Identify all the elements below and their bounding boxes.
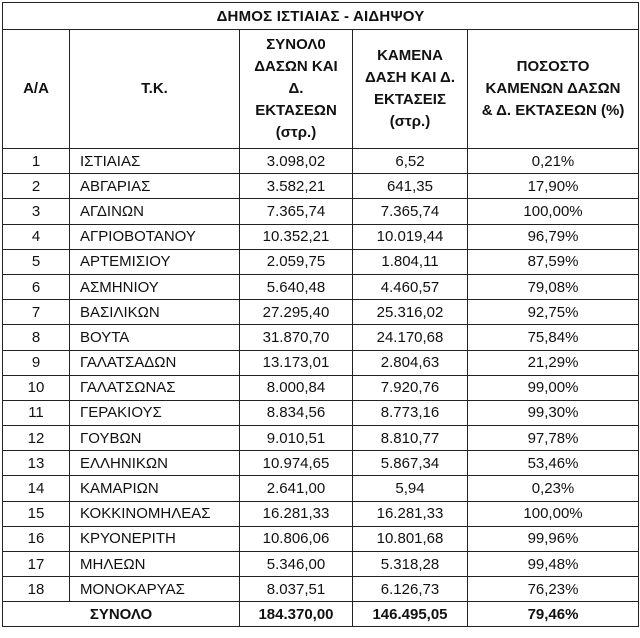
- cell-aa: 7: [3, 300, 70, 325]
- table-row: [3, 552, 639, 577]
- cell-tk: ΜΗΛΕΩΝ: [70, 552, 240, 577]
- cell-burned: 7.365,74: [353, 199, 468, 224]
- table-row: [3, 249, 639, 274]
- cell-percent: 99,96%: [468, 526, 639, 551]
- cell-percent: 17,90%: [468, 174, 639, 199]
- cell-total: 2.059,75: [240, 249, 353, 274]
- cell-percent: 76,23%: [468, 577, 639, 602]
- cell-total: 8.037,51: [240, 577, 353, 602]
- cell-burned: 5.318,28: [353, 552, 468, 577]
- cell-tk: ΓΑΛΑΤΣΩΝΑΣ: [70, 375, 240, 400]
- cell-total: 16.281,33: [240, 501, 353, 526]
- table-row: [3, 325, 639, 350]
- cell-aa: 6: [3, 274, 70, 299]
- total-label: ΣΥΝΟΛΟ: [3, 602, 240, 627]
- cell-percent: 79,08%: [468, 274, 639, 299]
- cell-percent: 100,00%: [468, 501, 639, 526]
- cell-aa: 9: [3, 350, 70, 375]
- cell-aa: 1: [3, 149, 70, 174]
- total-row: [3, 602, 639, 627]
- header-burned-line: (στρ.): [389, 113, 431, 130]
- cell-burned: 8.810,77: [353, 426, 468, 451]
- header-total-line: (στρ.): [275, 124, 317, 141]
- cell-burned: 5,94: [353, 476, 468, 501]
- cell-burned: 5.867,34: [353, 451, 468, 476]
- table-body: [3, 149, 639, 627]
- cell-burned: 2.804,63: [353, 350, 468, 375]
- table-row: [3, 400, 639, 425]
- header-aa: Α/Α: [3, 30, 70, 149]
- cell-burned: 4.460,57: [353, 274, 468, 299]
- cell-aa: 12: [3, 426, 70, 451]
- cell-burned: 1.804,11: [353, 249, 468, 274]
- cell-total: 27.295,40: [240, 300, 353, 325]
- cell-percent: 53,46%: [468, 451, 639, 476]
- header-burned-line: ΔΑΣΗ ΚΑΙ Δ.: [364, 69, 455, 86]
- cell-aa: 5: [3, 249, 70, 274]
- cell-tk: ΓΑΛΑΤΣΑΔΩΝ: [70, 350, 240, 375]
- cell-percent: 96,79%: [468, 224, 639, 249]
- total-burned-value: 146.495,05: [353, 602, 468, 627]
- cell-tk: ΒΟΥΤΑ: [70, 325, 240, 350]
- cell-tk: ΑΓΡΙΟΒΟΤΑΝΟΥ: [70, 224, 240, 249]
- cell-percent: 0,23%: [468, 476, 639, 501]
- cell-burned: 16.281,33: [353, 501, 468, 526]
- cell-burned: 10.801,68: [353, 526, 468, 551]
- cell-total: 10.974,65: [240, 451, 353, 476]
- cell-aa: 13: [3, 451, 70, 476]
- cell-tk: ΑΣΜΗΝΙΟΥ: [70, 274, 240, 299]
- cell-percent: 87,59%: [468, 249, 639, 274]
- header-row: [3, 30, 639, 149]
- cell-total: 3.098,02: [240, 149, 353, 174]
- cell-percent: 100,00%: [468, 199, 639, 224]
- cell-aa: 2: [3, 174, 70, 199]
- cell-aa: 16: [3, 526, 70, 551]
- cell-tk: ΓΕΡΑΚΙΟΥΣ: [70, 400, 240, 425]
- cell-burned: 641,35: [353, 174, 468, 199]
- cell-tk: ΜΟΝΟΚΑΡΥΑΣ: [70, 577, 240, 602]
- cell-tk: ΒΑΣΙΛΙΚΩΝ: [70, 300, 240, 325]
- cell-burned: 7.920,76: [353, 375, 468, 400]
- cell-total: 31.870,70: [240, 325, 353, 350]
- cell-tk: ΓΟΥΒΩΝ: [70, 426, 240, 451]
- header-percent-line: ΚΑΜΕΝΩΝ ΔΑΣΩΝ: [485, 80, 621, 97]
- cell-percent: 92,75%: [468, 300, 639, 325]
- cell-aa: 14: [3, 476, 70, 501]
- table-row: [3, 300, 639, 325]
- total-area-value: 184.370,00: [240, 602, 353, 627]
- cell-burned: 24.170,68: [353, 325, 468, 350]
- table-row: [3, 375, 639, 400]
- cell-tk: ΕΛΛΗΝΙΚΩΝ: [70, 451, 240, 476]
- cell-percent: 0,21%: [468, 149, 639, 174]
- cell-total: 10.806,06: [240, 526, 353, 551]
- cell-aa: 3: [3, 199, 70, 224]
- table-row: [3, 199, 639, 224]
- table-row: [3, 174, 639, 199]
- cell-aa: 11: [3, 400, 70, 425]
- header-burned-line: ΕΚΤΑΣΕΙΣ: [374, 91, 446, 108]
- cell-burned: 10.019,44: [353, 224, 468, 249]
- cell-total: 2.641,00: [240, 476, 353, 501]
- table-row: [3, 501, 639, 526]
- cell-burned: 6.126,73: [353, 577, 468, 602]
- cell-burned: 6,52: [353, 149, 468, 174]
- table-row: [3, 577, 639, 602]
- cell-percent: 97,78%: [468, 426, 639, 451]
- table-row: [3, 350, 639, 375]
- cell-tk: ΙΣΤΙΑΙΑΣ: [70, 149, 240, 174]
- cell-percent: 99,30%: [468, 400, 639, 425]
- cell-total: 3.582,21: [240, 174, 353, 199]
- document-page: [2, 2, 638, 627]
- cell-burned: 25.316,02: [353, 300, 468, 325]
- header-total-line: ΣΥΝΟΛ0: [266, 36, 326, 53]
- header-percent: [468, 30, 639, 149]
- header-total-line: ΔΑΣΩΝ ΚΑΙ: [254, 58, 338, 75]
- cell-total: 13.173,01: [240, 350, 353, 375]
- cell-aa: 18: [3, 577, 70, 602]
- total-percent-value: 79,46%: [468, 602, 639, 627]
- table-row: [3, 476, 639, 501]
- header-burned-area: [353, 30, 468, 149]
- cell-percent: 75,84%: [468, 325, 639, 350]
- table-row: [3, 274, 639, 299]
- cell-tk: ΚΑΜΑΡΙΩΝ: [70, 476, 240, 501]
- burned-forest-table: [2, 2, 639, 627]
- cell-percent: 21,29%: [468, 350, 639, 375]
- cell-tk: ΑΡΤΕΜΙΣΙΟΥ: [70, 249, 240, 274]
- cell-total: 10.352,21: [240, 224, 353, 249]
- cell-tk: ΚΟΚΚΙΝΟΜΗΛΕΑΣ: [70, 501, 240, 526]
- header-percent-line: & Δ. ΕΚΤΑΣΕΩΝ (%): [481, 102, 625, 119]
- cell-total: 7.365,74: [240, 199, 353, 224]
- cell-aa: 17: [3, 552, 70, 577]
- cell-total: 5.346,00: [240, 552, 353, 577]
- cell-burned: 8.773,16: [353, 400, 468, 425]
- cell-aa: 10: [3, 375, 70, 400]
- cell-tk: ΑΒΓΑΡΙΑΣ: [70, 174, 240, 199]
- cell-percent: 99,48%: [468, 552, 639, 577]
- header-percent-line: ΠΟΣΟΣΤΟ: [516, 58, 590, 75]
- cell-tk: ΑΓΔΙΝΩΝ: [70, 199, 240, 224]
- table-row: [3, 224, 639, 249]
- table-row: [3, 451, 639, 476]
- header-total-area: [240, 30, 353, 149]
- cell-aa: 15: [3, 501, 70, 526]
- cell-percent: 99,00%: [468, 375, 639, 400]
- header-total-line: Δ.: [288, 80, 304, 97]
- table-row: [3, 426, 639, 451]
- cell-total: 9.010,51: [240, 426, 353, 451]
- table-row: [3, 526, 639, 551]
- cell-total: 8.834,56: [240, 400, 353, 425]
- cell-aa: 4: [3, 224, 70, 249]
- header-tk: Τ.Κ.: [70, 30, 240, 149]
- table-title: ΔΗΜΟΣ ΙΣΤΙΑΙΑΣ - ΑΙΔΗΨΟΥ: [3, 3, 639, 30]
- cell-tk: ΚΡΥΟΝΕΡΙΤΗ: [70, 526, 240, 551]
- header-burned-line: ΚΑΜΕΝΑ: [377, 47, 443, 64]
- cell-aa: 8: [3, 325, 70, 350]
- header-total-line: ΕΚΤΑΣΕΩΝ: [255, 102, 337, 119]
- cell-total: 5.640,48: [240, 274, 353, 299]
- table-row: [3, 149, 639, 174]
- cell-total: 8.000,84: [240, 375, 353, 400]
